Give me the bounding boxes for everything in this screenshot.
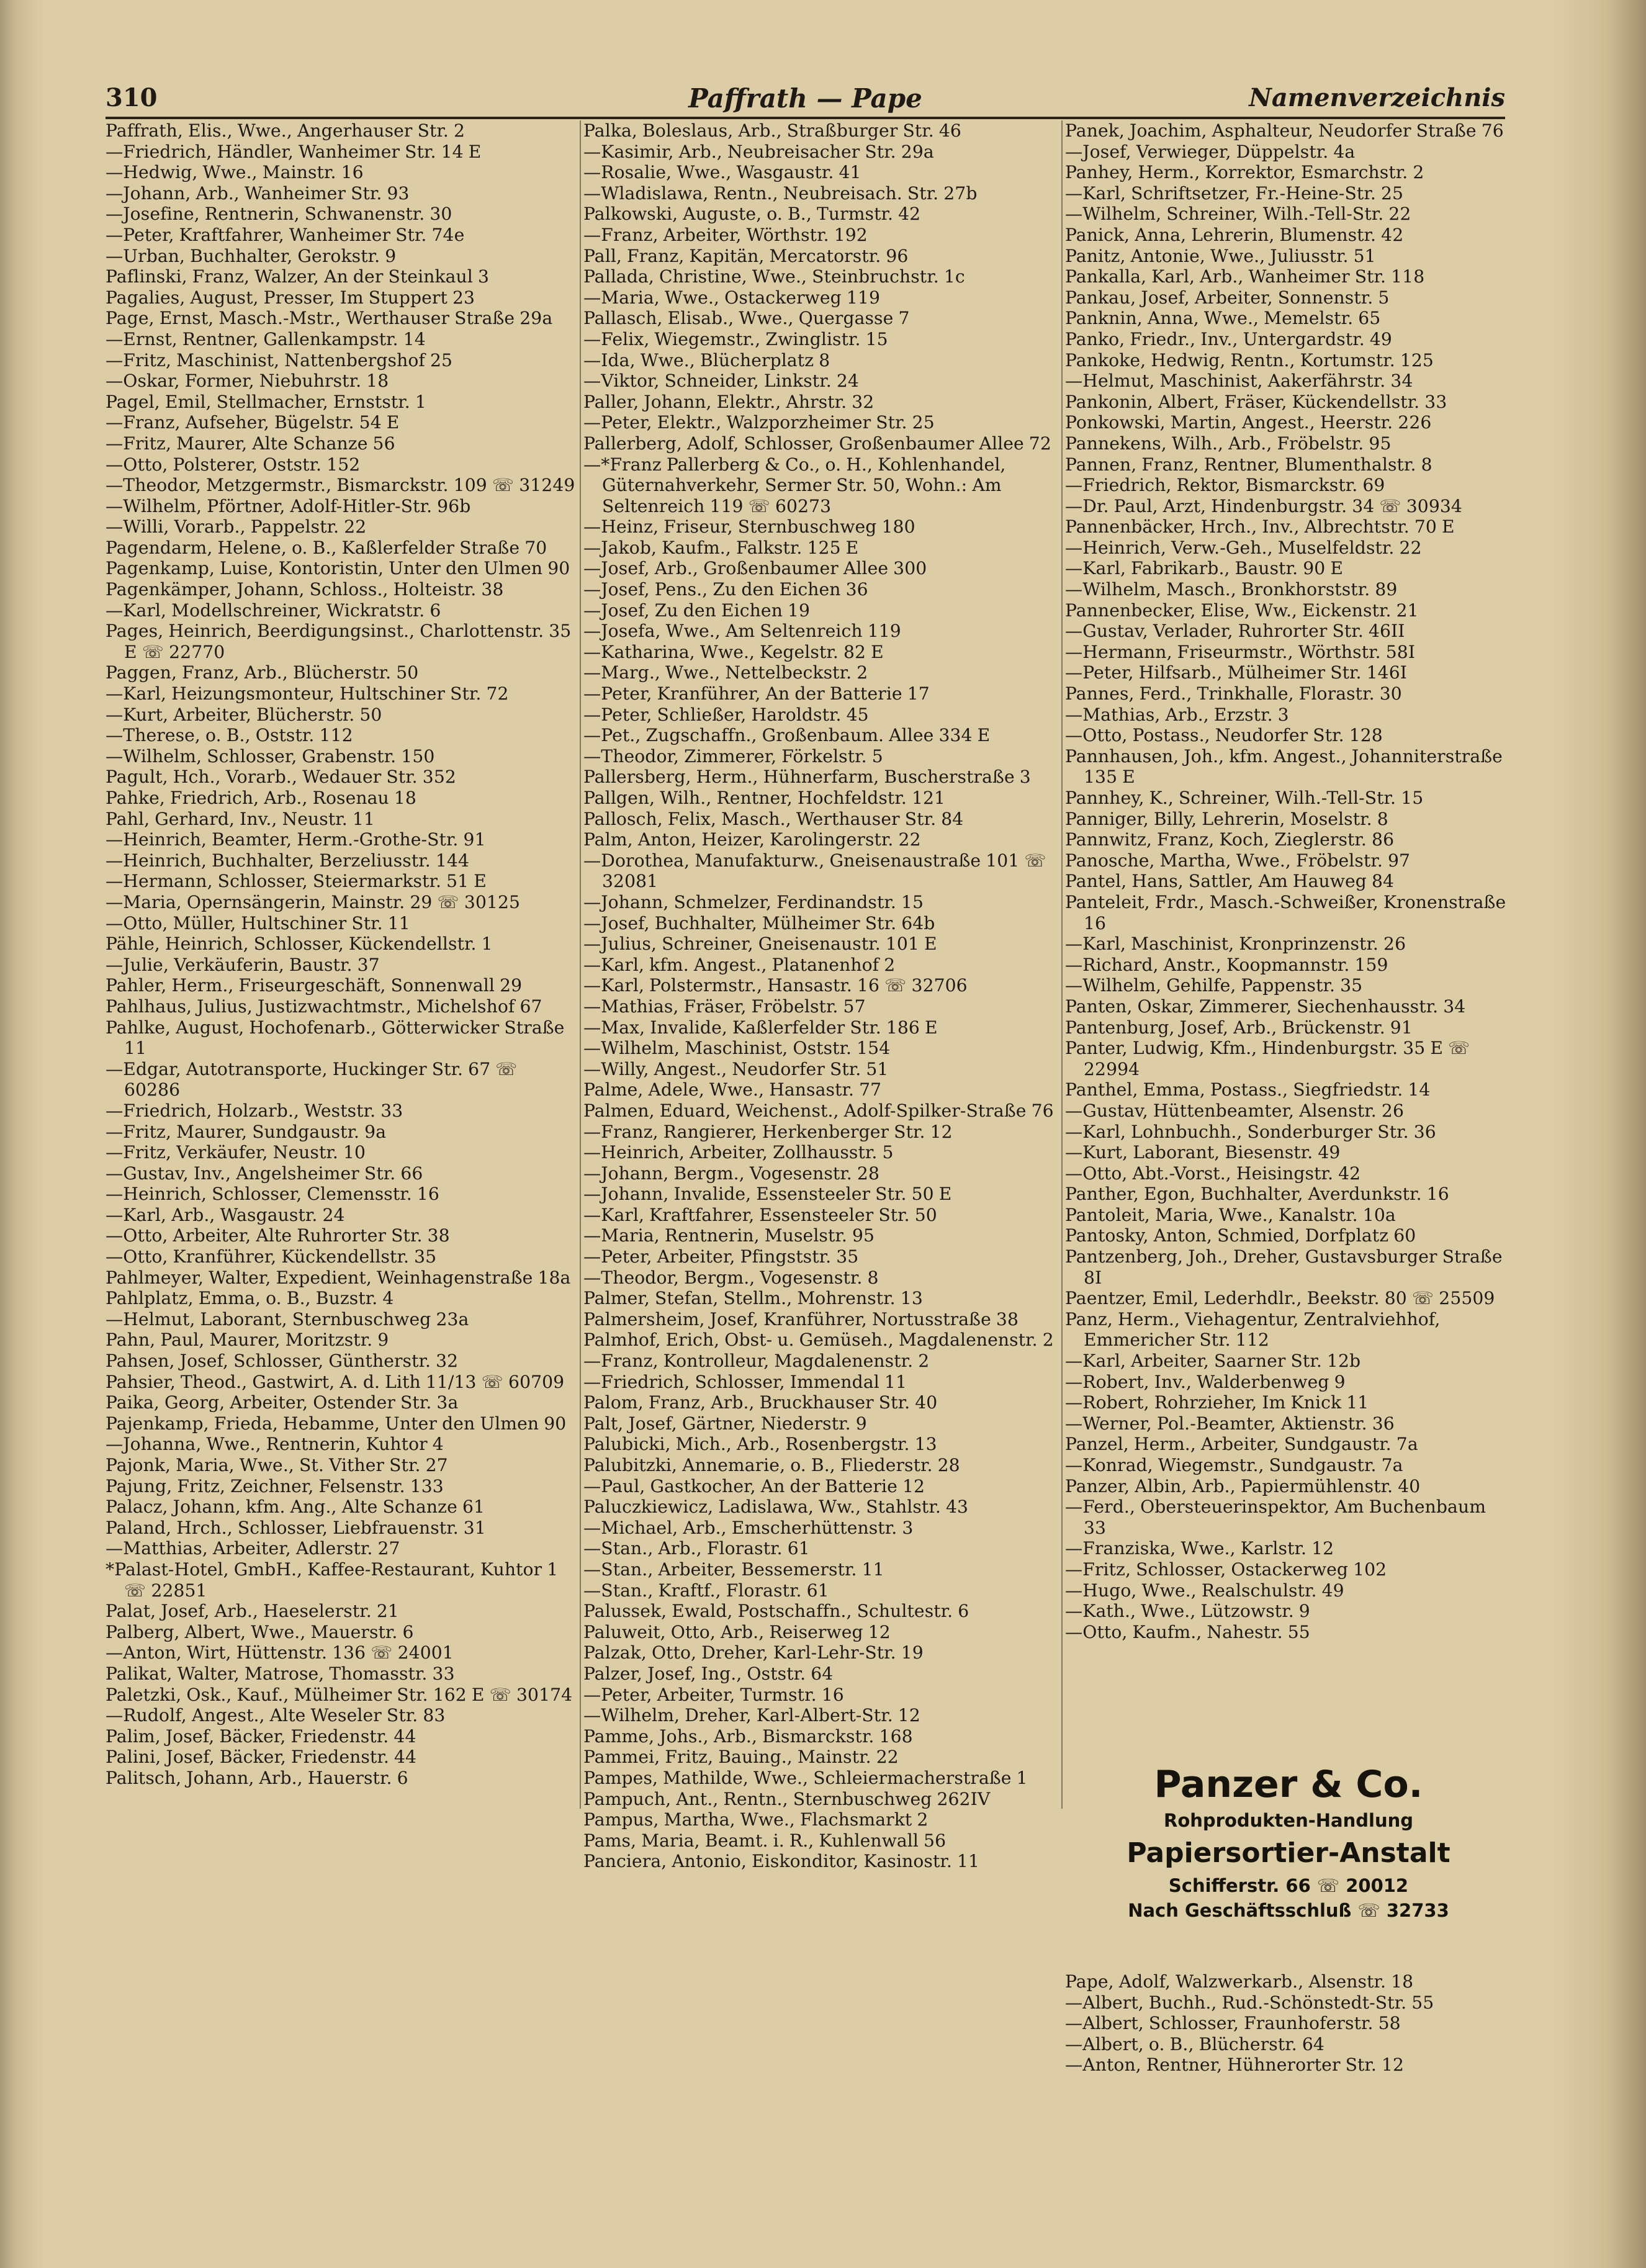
directory-entry: —Theodor, Metzgermstr., Bismarckstr. 109 ☏ 31249 <box>106 475 575 496</box>
directory-entry: —Mathias, Fräser, Fröbelstr. 57 <box>583 996 866 1017</box>
directory-entry: —Urban, Buchhalter, Gerokstr. 9 <box>106 245 397 266</box>
directory-column-1 <box>106 120 577 2231</box>
directory-entry: —Helmut, Maschinist, Aakerfährstr. 34 <box>1065 371 1413 392</box>
directory-entry: Pahsen, Josef, Schlosser, Güntherstr. 32 <box>106 1351 459 1372</box>
directory-entry: —Hermann, Friseurmstr., Wörthstr. 58I <box>1065 641 1416 662</box>
column-divider-1 <box>580 120 581 1809</box>
directory-entry: Palmen, Eduard, Weichenst., Adolf-Spilker-Straße 76 <box>583 1100 1054 1121</box>
directory-entry: Pannwitz, Franz, Koch, Zieglerstr. 86 <box>1065 829 1395 850</box>
directory-entry: —Maria, Wwe., Ostackerweg 119 <box>583 287 880 308</box>
directory-entry: —Kasimir, Arb., Neubreisacher Str. 29a <box>583 141 934 162</box>
directory-entry: Palacz, Johann, kfm. Ang., Alte Schanze 61 <box>106 1496 485 1518</box>
directory-entry: —Gustav, Hüttenbeamter, Alsenstr. 26 <box>1065 1100 1404 1121</box>
directory-entry: —Josef, Buchhalter, Mülheimer Str. 64b <box>583 912 935 934</box>
directory-entry: —Karl, Lohnbuchh., Sonderburger Str. 36 <box>1065 1121 1436 1142</box>
directory-entry: —Rosalie, Wwe., Wasgaustr. 41 <box>583 162 861 183</box>
directory-entry: —Anton, Wirt, Hüttenstr. 136 ☏ 24001 <box>106 1642 454 1663</box>
directory-entry: Pamme, Johs., Arb., Bismarckstr. 168 <box>583 1726 913 1747</box>
directory-entry: —Heinrich, Verw.-Geh., Muselfeldstr. 22 <box>1065 537 1422 558</box>
directory-entry: Pahlhaus, Julius, Justizwachtmstr., Michelshof 67 <box>106 996 542 1017</box>
directory-entry: —Wilhelm, Masch., Bronkhorststr. 89 <box>1065 579 1398 600</box>
directory-entry: —Albert, Buchh., Rud.-Schönstedt-Str. 55 <box>1065 1992 1434 2013</box>
directory-entry: Panter, Ludwig, Kfm., Hindenburgstr. 35 E ☏ 22994 <box>1065 1038 1470 1079</box>
directory-entry: —Karl, Polstermstr., Hansastr. 16 ☏ 32706 <box>583 975 968 996</box>
directory-entry: —Josefine, Rentnerin, Schwanenstr. 30 <box>106 204 452 225</box>
directory-entry: Palmersheim, Josef, Kranführer, Nortusstraße 38 <box>583 1308 1019 1330</box>
directory-entry: —Johann, Invalide, Essensteeler Str. 50 E <box>583 1184 952 1205</box>
directory-entry: Palikat, Walter, Matrose, Thomasstr. 33 <box>106 1663 455 1684</box>
directory-entry: Palkowski, Auguste, o. B., Turmstr. 42 <box>583 204 921 225</box>
directory-entry: Pankalla, Karl, Arb., Wanheimer Str. 118 <box>1065 266 1425 287</box>
directory-entry: —Heinrich, Schlosser, Clemensstr. 16 <box>106 1184 439 1205</box>
directory-entry: —Heinrich, Arbeiter, Zollhausstr. 5 <box>583 1142 894 1163</box>
directory-entry: —Hugo, Wwe., Realschulstr. 49 <box>1065 1580 1344 1601</box>
directory-entry: —Rudolf, Angest., Alte Weseler Str. 83 <box>106 1705 446 1726</box>
directory-entry: Panteleit, Frdr., Masch.-Schweißer, Kronenstraße 16 <box>1065 891 1506 934</box>
directory-entry: —Otto, Abt.-Vorst., Heisingstr. 42 <box>1065 1163 1361 1184</box>
directory-entry: Palmhof, Erich, Obst- u. Gemüseh., Magdalenenstr. 2 <box>583 1330 1054 1351</box>
directory-entry: —Oskar, Former, Niebuhrstr. 18 <box>106 371 389 392</box>
directory-entry: —Heinz, Friseur, Sternbuschweg 180 <box>583 516 915 538</box>
directory-entry: —Karl, Kraftfahrer, Essensteeler Str. 50 <box>583 1204 937 1225</box>
directory-entry: —Franziska, Wwe., Karlstr. 12 <box>1065 1538 1334 1559</box>
directory-entry: —Marg., Wwe., Nettelbeckstr. 2 <box>583 662 868 683</box>
directory-entry: —*Franz Pallerberg & Co., o. H., Kohlenhandel, Güternahverkehr, Sermer Str. 50, Wohn.: Am Seltenreich 119 ☏ 60273 <box>583 454 1006 516</box>
directory-entry: —Peter, Arbeiter, Turmstr. 16 <box>583 1684 844 1705</box>
directory-entry: —Josef, Arb., Großenbaumer Allee 300 <box>583 558 927 579</box>
directory-entry: —Ferd., Obersteuerinspektor, Am Buchenbaum 33 <box>1065 1496 1486 1538</box>
directory-entry: —Wilhelm, Schreiner, Wilh.-Tell-Str. 22 <box>1065 204 1411 225</box>
ad-line-2: Papiersortier-Anstalt <box>1127 1837 1450 1869</box>
directory-entry: Pallasch, Elisab., Wwe., Quergasse 7 <box>583 308 910 329</box>
directory-entry: —Fritz, Verkäufer, Neustr. 10 <box>106 1142 366 1163</box>
directory-entry: —Wladislawa, Rentn., Neubreisach. Str. 27b <box>583 182 978 204</box>
directory-entry: —Willy, Angest., Neudorfer Str. 51 <box>583 1058 889 1079</box>
directory-entry: Pampes, Mathilde, Wwe., Schleiermacherstraße 1 <box>583 1767 1028 1788</box>
directory-entry: —Michael, Arb., Emscherhüttenstr. 3 <box>583 1517 914 1538</box>
directory-entry: Pallosch, Felix, Masch., Werthauser Str. 84 <box>583 808 964 829</box>
directory-entry: —Josefa, Wwe., Am Seltenreich 119 <box>583 621 901 642</box>
ad-line-1: Rohprodukten-Handlung <box>1163 1810 1414 1831</box>
directory-entry: —Franz, Aufseher, Bügelstr. 54 E <box>106 412 400 433</box>
directory-entry: —Otto, Polsterer, Oststr. 152 <box>106 454 361 475</box>
directory-entry: —Kurt, Laborant, Biesenstr. 49 <box>1065 1142 1341 1163</box>
directory-entry: Panthel, Emma, Postass., Siegfriedstr. 14 <box>1065 1079 1431 1100</box>
directory-entry: Pannes, Ferd., Trinkhalle, Florastr. 30 <box>1065 683 1402 704</box>
directory-entry: Pages, Heinrich, Beerdigungsinst., Charlottenstr. 35 E ☏ 22770 <box>106 621 572 662</box>
directory-entry: Palubitzki, Annemarie, o. B., Fliederstr. 28 <box>583 1455 960 1475</box>
directory-entry: —Stan., Kraftf., Florastr. 61 <box>583 1580 829 1601</box>
directory-entry: Palitsch, Johann, Arb., Hauerstr. 6 <box>106 1767 408 1788</box>
directory-entry: —Otto, Kaufm., Nahestr. 55 <box>1065 1621 1310 1642</box>
directory-entry: Panitz, Antonie, Wwe., Juliusstr. 51 <box>1065 245 1376 266</box>
directory-entry: Palat, Josef, Arb., Haeselerstr. 21 <box>106 1601 399 1622</box>
directory-entry: Paflinski, Franz, Walzer, An der Steinkaul 3 <box>106 266 489 287</box>
directory-entry: Palubicki, Mich., Arb., Rosenbergstr. 13 <box>583 1434 937 1455</box>
directory-entry: Pannhausen, Joh., kfm. Angest., Johanniterstraße 135 E <box>1065 745 1503 788</box>
directory-entry: —Otto, Kranführer, Kückendellstr. 35 <box>106 1246 437 1267</box>
directory-entry: Pahlplatz, Emma, o. B., Buzstr. 4 <box>106 1288 394 1309</box>
directory-entry: —Stan., Arb., Florastr. 61 <box>583 1538 810 1559</box>
directory-entry: —Ida, Wwe., Blücherplatz 8 <box>583 349 830 371</box>
directory-entry: Palme, Adele, Wwe., Hansastr. 77 <box>583 1079 882 1100</box>
ad-address: Schifferstr. 66 ☏ 20012 <box>1168 1875 1409 1896</box>
directory-entry: —Franz, Kontrolleur, Magdalenenstr. 2 <box>583 1351 930 1372</box>
directory-entry: Paffrath, Elis., Wwe., Angerhauser Str. 2 <box>106 120 465 141</box>
directory-entry: Pagult, Hch., Vorarb., Wedauer Str. 352 <box>106 767 456 788</box>
directory-entry: Pallgen, Wilh., Rentner, Hochfeldstr. 121 <box>583 788 946 808</box>
directory-entry: Pantenburg, Josef, Arb., Brückenstr. 91 <box>1065 1017 1413 1038</box>
directory-entry: Pahler, Herm., Friseurgeschäft, Sonnenwall 29 <box>106 975 523 996</box>
directory-entry: Paggen, Franz, Arb., Blücherstr. 50 <box>106 662 419 683</box>
directory-entry: Panzer, Albin, Arb., Papiermühlenstr. 40 <box>1065 1475 1421 1496</box>
directory-entry: Pampuch, Ant., Rentn., Sternbuschweg 262IV <box>583 1788 991 1809</box>
directory-entry: —Karl, Maschinist, Kronprinzenstr. 26 <box>1065 934 1406 955</box>
directory-entry: Pagenkämper, Johann, Schloss., Holteistr. 38 <box>106 579 504 600</box>
directory-entry: —Matthias, Arbeiter, Adlerstr. 27 <box>106 1538 400 1559</box>
directory-entry: —Peter, Kraftfahrer, Wanheimer Str. 74e <box>106 224 465 245</box>
directory-entry: —Franz, Arbeiter, Wörthstr. 192 <box>583 224 868 245</box>
directory-entry: —Helmut, Laborant, Sternbuschweg 23a <box>106 1308 469 1330</box>
directory-entry: —Fritz, Maurer, Sundgaustr. 9a <box>106 1121 387 1142</box>
directory-entry: —Albert, Schlosser, Fraunhoferstr. 58 <box>1065 2013 1401 2034</box>
directory-entry: Pannhey, K., Schreiner, Wilh.-Tell-Str. 15 <box>1065 788 1424 808</box>
directory-entry: Page, Ernst, Masch.-Mstr., Werthauser Straße 29a <box>106 308 553 329</box>
directory-entry: Pagenkamp, Luise, Kontoristin, Unter den Ulmen 90 <box>106 558 570 579</box>
directory-entry: —Johann, Schmelzer, Ferdinandstr. 15 <box>583 891 924 912</box>
directory-entry: —Richard, Anstr., Koopmannstr. 159 <box>1065 954 1388 975</box>
directory-entry: Pankoke, Hedwig, Rentn., Kortumstr. 125 <box>1065 349 1434 371</box>
ad-after-hours: Nach Geschäftsschluß ☏ 32733 <box>1128 1900 1449 1921</box>
directory-entry: Pagel, Emil, Stellmacher, Ernststr. 1 <box>106 391 426 412</box>
directory-entry: —Fritz, Schlosser, Ostackerweg 102 <box>1065 1559 1387 1580</box>
directory-entry: Pajung, Fritz, Zeichner, Felsenstr. 133 <box>106 1475 444 1496</box>
directory-entry: Pantel, Hans, Sattler, Am Hauweg 84 <box>1065 871 1395 892</box>
directory-entry: —Ernst, Rentner, Gallenkampstr. 14 <box>106 328 426 349</box>
directory-entry: —Dorothea, Manufakturw., Gneisenaustraße 101 ☏ 32081 <box>583 850 1046 892</box>
directory-entry: Ponkowski, Martin, Angest., Heerstr. 226 <box>1065 412 1432 433</box>
directory-entry: Panko, Friedr., Inv., Untergardstr. 49 <box>1065 328 1392 349</box>
directory-entry: —Wilhelm, Schlosser, Grabenstr. 150 <box>106 745 435 767</box>
directory-entry: Palt, Josef, Gärtner, Niederstr. 9 <box>583 1413 867 1434</box>
directory-entry: Palzer, Josef, Ing., Oststr. 64 <box>583 1663 834 1684</box>
directory-column-2 <box>583 120 1059 2231</box>
directory-entry: —Felix, Wiegemstr., Zwinglistr. 15 <box>583 328 888 349</box>
directory-entry: —Peter, Arbeiter, Pfingststr. 35 <box>583 1246 859 1267</box>
directory-entry: Palussek, Ewald, Postschaffn., Schultestr. 6 <box>583 1601 969 1622</box>
directory-entry: —Otto, Arbeiter, Alte Ruhrorter Str. 38 <box>106 1225 450 1246</box>
directory-entry: —Otto, Postass., Neudorfer Str. 128 <box>1065 725 1383 746</box>
directory-entry: Pantoleit, Maria, Wwe., Kanalstr. 10a <box>1065 1204 1396 1225</box>
directory-entry: —Wilhelm, Gehilfe, Pappenstr. 35 <box>1065 975 1363 996</box>
directory-entry: —Max, Invalide, Kaßlerfelder Str. 186 E <box>583 1017 938 1038</box>
directory-entry: —Maria, Opernsängerin, Mainstr. 29 ☏ 30125 <box>106 891 521 912</box>
directory-entry: Paluweit, Otto, Arb., Reiserweg 12 <box>583 1621 891 1642</box>
directory-entry: —Stan., Arbeiter, Bessemerstr. 11 <box>583 1559 884 1580</box>
directory-entry: —Karl, Schriftsetzer, Fr.-Heine-Str. 25 <box>1065 182 1404 204</box>
directory-entry: —Kurt, Arbeiter, Blücherstr. 50 <box>106 704 382 725</box>
directory-entry: Panther, Egon, Buchhalter, Averdunkstr. 16 <box>1065 1184 1449 1205</box>
directory-entry: Paluczkiewicz, Ladislawa, Ww., Stahlstr. 43 <box>583 1496 969 1518</box>
directory-entry: Palmer, Stefan, Stellm., Mohrenstr. 13 <box>583 1288 923 1309</box>
directory-entry: —Edgar, Autotransporte, Huckinger Str. 67 ☏ 60286 <box>106 1058 518 1100</box>
directory-entry: —Willi, Vorarb., Pappelstr. 22 <box>106 516 367 538</box>
directory-entry: Pannen, Franz, Rentner, Blumenthalstr. 8 <box>1065 454 1432 475</box>
directory-entry: Panten, Oskar, Zimmerer, Siechenhausstr. 34 <box>1065 996 1466 1017</box>
directory-entry: Pajonk, Maria, Wwe., St. Vither Str. 27 <box>106 1455 448 1475</box>
directory-entry: Pallersberg, Herm., Hühnerfarm, Buscherstraße 3 <box>583 767 1031 788</box>
directory-entry: Pagendarm, Helene, o. B., Kaßlerfelder Straße 70 <box>106 537 547 558</box>
directory-entry: —Gustav, Verlader, Ruhrorter Str. 46II <box>1065 621 1405 642</box>
directory-entry: Paland, Hrch., Schlosser, Liebfrauenstr. 31 <box>106 1517 486 1538</box>
directory-entry: Paller, Johann, Elektr., Ahrstr. 32 <box>583 391 875 412</box>
directory-entry: —Hedwig, Wwe., Mainstr. 16 <box>106 162 364 183</box>
directory-entry: —Friedrich, Rektor, Bismarckstr. 69 <box>1065 475 1385 496</box>
directory-entry: —Peter, Schließer, Haroldstr. 45 <box>583 704 869 725</box>
page-number: 310 <box>106 83 158 112</box>
directory-column-3-continued <box>1065 1971 1513 2076</box>
directory-entry: Panciera, Antonio, Eiskonditor, Kasinostr. 11 <box>583 1851 980 1872</box>
ad-company-name: Panzer & Co. <box>1154 1763 1423 1806</box>
directory-entry: Paika, Georg, Arbeiter, Ostender Str. 3a <box>106 1392 459 1413</box>
directory-entry: —Peter, Kranführer, An der Batterie 17 <box>583 683 930 704</box>
directory-entry: —Julie, Verkäuferin, Baustr. 37 <box>106 954 380 975</box>
directory-entry: —Johanna, Wwe., Rentnerin, Kuhtor 4 <box>106 1434 444 1455</box>
directory-entry: Pannenbecker, Elise, Ww., Eickenstr. 21 <box>1065 600 1419 621</box>
directory-entry: —Albert, o. B., Blücherstr. 64 <box>1065 2033 1324 2054</box>
directory-entry: —Werner, Pol.-Beamter, Aktienstr. 36 <box>1065 1413 1395 1434</box>
directory-entry: —Fritz, Maschinist, Nattenbergshof 25 <box>106 349 453 371</box>
directory-entry: —Robert, Inv., Walderbenweg 9 <box>1065 1371 1346 1392</box>
directory-entry: Paentzer, Emil, Lederhdlr., Beekstr. 80 ☏ 25509 <box>1065 1288 1495 1309</box>
directory-entry: Palom, Franz, Arb., Bruckhauser Str. 40 <box>583 1392 938 1413</box>
directory-entry: Pagalies, August, Presser, Im Stuppert 23 <box>106 287 475 308</box>
directory-entry: —Otto, Müller, Hultschiner Str. 11 <box>106 912 410 934</box>
directory-entry: Pallada, Christine, Wwe., Steinbruchstr. 1c <box>583 266 965 287</box>
directory-entry: —Theodor, Zimmerer, Förkelstr. 5 <box>583 745 883 767</box>
directory-entry: —Franz, Rangierer, Herkenberger Str. 12 <box>583 1121 953 1142</box>
directory-entry: —Heinrich, Beamter, Herm.-Grothe-Str. 91 <box>106 829 486 850</box>
page-title: Paffrath — Pape <box>688 83 922 114</box>
directory-entry: —Therese, o. B., Oststr. 112 <box>106 725 353 746</box>
directory-entry: Panek, Joachim, Asphalteur, Neudorfer Straße 76 <box>1065 120 1504 141</box>
directory-entry: —Johann, Arb., Wanheimer Str. 93 <box>106 182 410 204</box>
directory-entry: —Wilhelm, Pförtner, Adolf-Hitler-Str. 96b <box>106 495 471 516</box>
directory-entry: Panosche, Martha, Wwe., Fröbelstr. 97 <box>1065 850 1411 871</box>
directory-entry: —Karl, Heizungsmonteur, Hultschiner Str. 72 <box>106 683 509 704</box>
directory-entry: —Friedrich, Holzarb., Weststr. 33 <box>106 1100 403 1121</box>
directory-entry: —Robert, Rohrzieher, Im Knick 11 <box>1065 1392 1369 1413</box>
directory-entry: —Karl, kfm. Angest., Platanenhof 2 <box>583 954 896 975</box>
directory-entry: Pall, Franz, Kapitän, Mercatorstr. 96 <box>583 245 909 266</box>
directory-entry: —Anton, Rentner, Hühnerorter Str. 12 <box>1065 2054 1405 2076</box>
directory-entry: Pahlke, August, Hochofenarb., Götterwicker Straße 11 <box>106 1017 565 1059</box>
directory-entry: —Josef, Pens., Zu den Eichen 36 <box>583 579 868 600</box>
directory-entry: Panhey, Herm., Korrektor, Esmarchstr. 2 <box>1065 162 1424 183</box>
directory-entry: —Johann, Bergm., Vogesenstr. 28 <box>583 1163 879 1184</box>
directory-entry: —Katharina, Wwe., Kegelstr. 82 E <box>583 641 884 662</box>
directory-entry: Palim, Josef, Bäcker, Friedenstr. 44 <box>106 1726 416 1747</box>
directory-entry: —Gustav, Inv., Angelsheimer Str. 66 <box>106 1163 423 1184</box>
directory-entry: Pantosky, Anton, Schmied, Dorfplatz 60 <box>1065 1225 1416 1246</box>
directory-entry: —Karl, Arb., Wasgaustr. 24 <box>106 1204 345 1225</box>
directory-entry: —Karl, Fabrikarb., Baustr. 90 E <box>1065 558 1343 579</box>
directory-entry: Pannenbäcker, Hrch., Inv., Albrechtstr. 70 E <box>1065 516 1455 538</box>
directory-entry: Pankau, Josef, Arbeiter, Sonnenstr. 5 <box>1065 287 1390 308</box>
directory-entry: —Jakob, Kaufm., Falkstr. 125 E <box>583 537 859 558</box>
directory-entry: —Wilhelm, Dreher, Karl-Albert-Str. 12 <box>583 1705 920 1726</box>
directory-entry: —Friedrich, Händler, Wanheimer Str. 14 E <box>106 141 482 162</box>
directory-entry: —Dr. Paul, Arzt, Hindenburgstr. 34 ☏ 30934 <box>1065 495 1462 516</box>
directory-entry: —Mathias, Arb., Erzstr. 3 <box>1065 704 1289 725</box>
directory-entry: Palini, Josef, Bäcker, Friedenstr. 44 <box>106 1747 417 1768</box>
directory-entry: Pallerberg, Adolf, Schlosser, Großenbaumer Allee 72 <box>583 433 1051 454</box>
directory-entry: —Karl, Arbeiter, Saarner Str. 12b <box>1065 1351 1361 1372</box>
directory-entry: —Julius, Schreiner, Gneisenaustr. 101 E <box>583 934 937 955</box>
directory-entry: —Karl, Modellschreiner, Wickratstr. 6 <box>106 600 441 621</box>
directory-entry: —Josef, Zu den Eichen 19 <box>583 600 811 621</box>
directory-entry: Pahn, Paul, Maurer, Moritzstr. 9 <box>106 1330 389 1351</box>
column-divider-2 <box>1061 120 1063 1809</box>
directory-entry: Panick, Anna, Lehrerin, Blumenstr. 42 <box>1065 224 1404 245</box>
directory-entry: Pape, Adolf, Walzwerkarb., Alsenstr. 18 <box>1065 1971 1414 1992</box>
page-header <box>106 82 1505 119</box>
directory-entry: Palzak, Otto, Dreher, Karl-Lehr-Str. 19 <box>583 1642 924 1663</box>
directory-entry: Panzel, Herm., Arbeiter, Sundgaustr. 7a <box>1065 1434 1418 1455</box>
directory-entry: Pahlmeyer, Walter, Expedient, Weinhagenstraße 18a <box>106 1267 571 1288</box>
directory-entry: Palka, Boleslaus, Arb., Straßburger Str. 46 <box>583 120 961 141</box>
directory-entry: Pankonin, Albert, Fräser, Kückendellstr. 33 <box>1065 391 1447 412</box>
directory-entry: Pajenkamp, Frieda, Hebamme, Unter den Ulmen 90 <box>106 1413 567 1434</box>
section-title: Namenverzeichnis <box>1249 83 1505 112</box>
directory-entry: —Pet., Zugschaffn., Großenbaum. Allee 334 E <box>583 725 991 746</box>
panzer-advertisement <box>1077 1744 1500 1949</box>
directory-entry: Pannekens, Wilh., Arb., Fröbelstr. 95 <box>1065 433 1392 454</box>
directory-entry: —Kath., Wwe., Lützowstr. 9 <box>1065 1601 1310 1622</box>
directory-entry: —Josef, Verwieger, Düppelstr. 4a <box>1065 141 1356 162</box>
directory-entry: Pams, Maria, Beamt. i. R., Kuhlenwall 56 <box>583 1830 947 1851</box>
directory-entry: Pahl, Gerhard, Inv., Neustr. 11 <box>106 808 375 829</box>
directory-entry: Panz, Herm., Viehagentur, Zentralviehhof, Emmericher Str. 112 <box>1065 1308 1441 1351</box>
directory-entry: —Konrad, Wiegemstr., Sundgaustr. 7a <box>1065 1455 1403 1475</box>
directory-entry: Panknin, Anna, Wwe., Memelstr. 65 <box>1065 308 1381 329</box>
directory-entry: —Peter, Elektr., Walzporzheimer Str. 25 <box>583 412 935 433</box>
directory-entry: Palm, Anton, Heizer, Karolingerstr. 22 <box>583 829 921 850</box>
directory-entry: —Maria, Rentnerin, Muselstr. 95 <box>583 1225 875 1246</box>
directory-entry: Panniger, Billy, Lehrerin, Moselstr. 8 <box>1065 808 1388 829</box>
directory-entry: Palberg, Albert, Wwe., Mauerstr. 6 <box>106 1621 414 1642</box>
directory-entry: —Viktor, Schneider, Linkstr. 24 <box>583 371 859 392</box>
directory-entry: —Theodor, Bergm., Vogesenstr. 8 <box>583 1267 879 1288</box>
directory-entry: —Paul, Gastkocher, An der Batterie 12 <box>583 1475 925 1496</box>
directory-entry: —Friedrich, Schlosser, Immendal 11 <box>583 1371 907 1392</box>
directory-entry: —Fritz, Maurer, Alte Schanze 56 <box>106 433 395 454</box>
directory-entry: Pantzenberg, Joh., Dreher, Gustavsburger Straße 8I <box>1065 1246 1503 1288</box>
directory-entry: Paletzki, Osk., Kauf., Mülheimer Str. 162 E ☏ 30174 <box>106 1684 573 1705</box>
directory-entry: —Heinrich, Buchhalter, Berzeliusstr. 144 <box>106 850 469 871</box>
directory-entry: —Hermann, Schlosser, Steiermarkstr. 51 E <box>106 871 487 892</box>
directory-entry: —Peter, Hilfsarb., Mülheimer Str. 146I <box>1065 662 1407 683</box>
directory-entry: Pahsier, Theod., Gastwirt, A. d. Lith 11/13 ☏ 60709 <box>106 1371 565 1392</box>
directory-entry: Pampus, Martha, Wwe., Flachsmarkt 2 <box>583 1809 929 1830</box>
directory-entry: Pammei, Fritz, Bauing., Mainstr. 22 <box>583 1747 899 1768</box>
directory-entry: *Palast-Hotel, GmbH., Kaffee-Restaurant, Kuhtor 1 ☏ 22851 <box>106 1559 559 1601</box>
directory-entry: Pahke, Friedrich, Arb., Rosenau 18 <box>106 788 416 808</box>
directory-entry: —Wilhelm, Maschinist, Oststr. 154 <box>583 1038 891 1059</box>
directory-entry: Pähle, Heinrich, Schlosser, Kückendellstr. 1 <box>106 934 493 955</box>
